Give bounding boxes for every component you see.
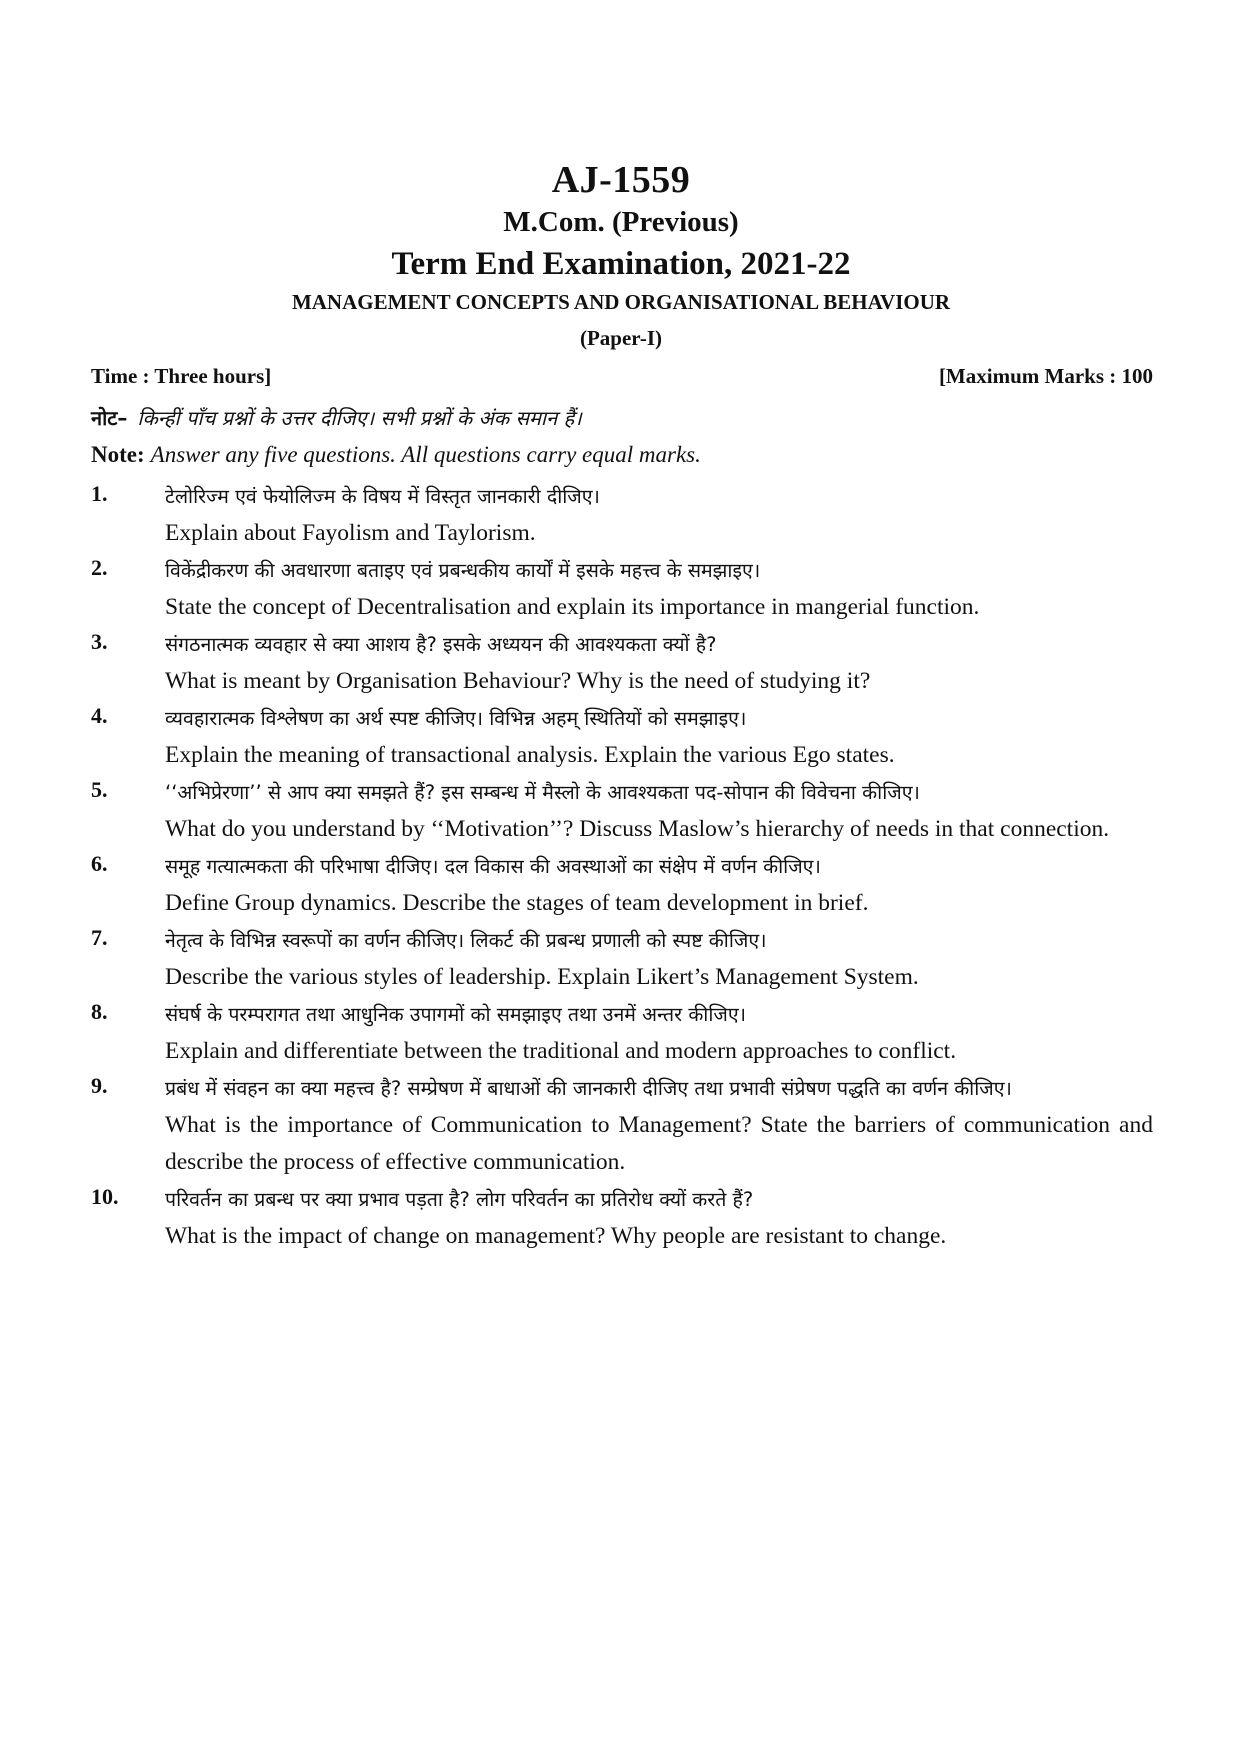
exam-title: Term End Examination, 2021-22	[391, 246, 851, 282]
english-note-label: Note:	[91, 442, 145, 467]
question-list	[91, 478, 1153, 1255]
hindi-note-label: नोट–	[91, 406, 128, 430]
exam-meta-row	[91, 364, 1153, 394]
question-number: 7.	[91, 925, 108, 950]
question-text-hindi: संघर्ष के परम्परागत तथा आधुनिक उपागमों को समझाइए तथा उनमें अन्तर कीजिए।	[165, 1003, 747, 1026]
question-text-hindi: परिवर्तन का प्रबन्ध पर क्या प्रभाव पड़ता है? लोग परिवर्तन का प्रतिरोध क्यों करते हैं?	[165, 1188, 754, 1211]
question-number: 6.	[91, 851, 108, 876]
question-text-english: What is the impact of change on management? Why people are resistant to change.	[165, 1223, 947, 1249]
question-text-english: Define Group dynamics. Describe the stages of team development in brief.	[165, 890, 869, 916]
question-item	[91, 626, 1153, 700]
hindi-note-text: किन्हीं पाँच प्रश्नों के उत्तर दीजिए। सभी प्रश्नों के अंक समान हैं।	[137, 406, 582, 430]
question-number: 5.	[91, 777, 108, 802]
question-item	[91, 774, 1153, 848]
question-number: 3.	[91, 629, 108, 654]
question-text-english: Describe the various styles of leadership. Explain Likert’s Management System.	[165, 964, 919, 990]
question-item	[91, 552, 1153, 626]
time-allowed: Time : Three hours]	[91, 364, 272, 388]
course-title: M.Com. (Previous)	[503, 206, 739, 238]
subject-title: MANAGEMENT CONCEPTS AND ORGANISATIONAL BEHAVIOUR	[291, 290, 951, 314]
question-text-hindi: समूह गत्यात्मकता की परिभाषा दीजिए। दल विकास की अवस्थाओं का संक्षेप में वर्णन कीजिए।	[165, 855, 821, 878]
question-text-english: State the concept of Decentralisation and explain its importance in mangerial function.	[165, 594, 980, 620]
question-text-hindi: संगठनात्मक व्यवहार से क्या आशय है? इसके अध्ययन की आवश्यकता क्यों है?	[165, 633, 717, 656]
question-text-hindi: टेलोरिज्म एवं फेयोलिज्म के विषय में विस्तृत जानकारी दीजिए।	[165, 485, 600, 508]
english-note	[91, 442, 701, 468]
question-item	[91, 1070, 1153, 1181]
question-text-english: What is meant by Organisation Behaviour? Why is the need of studying it?	[165, 668, 871, 694]
question-number: 2.	[91, 555, 108, 580]
question-number: 8.	[91, 999, 108, 1024]
question-number: 9.	[91, 1073, 108, 1098]
question-text-hindi: ‘‘अभिप्रेरणा’’ से आप क्या समझते हैं? इस सम्बन्ध में मैस्लो के आवश्यकता पद-सोपान की विवेचना कीजिए।	[165, 781, 920, 804]
question-item	[91, 478, 1153, 552]
paper-number: (Paper-I)	[579, 326, 663, 350]
question-number: 10.	[91, 1184, 119, 1209]
hindi-note	[91, 404, 582, 431]
paper-code: AJ-1559	[551, 159, 691, 201]
maximum-marks: [Maximum Marks : 100	[938, 364, 1153, 388]
question-text-english: Explain about Fayolism and Taylorism.	[165, 520, 536, 546]
question-text-hindi: व्यवहारात्मक विश्लेषण का अर्थ स्पष्ट कीजिए। विभिन्न अहम् स्थितियों को समझाइए।	[165, 707, 747, 730]
question-item	[91, 848, 1153, 922]
question-text-hindi: नेतृत्व के विभिन्न स्वरूपों का वर्णन कीजिए। लिकर्ट की प्रबन्ध प्रणाली को स्पष्ट कीजिए।	[165, 929, 767, 952]
question-text-english: What is the importance of Communication to Management? State the barriers of communication and describe the process of effective communication.	[165, 1112, 1153, 1175]
question-text-english: Explain the meaning of transactional analysis. Explain the various Ego states.	[165, 742, 895, 768]
question-text-hindi: प्रबंध में संवहन का क्या महत्त्व है? सम्प्रेषण में बाधाओं की जानकारी दीजिए तथा प्रभावी संप्रेषण पद्धति का वर्णन कीजिए।	[165, 1077, 1012, 1100]
question-text-hindi: विकेंद्रीकरण की अवधारणा बताइए एवं प्रबन्धकीय कार्यों में इसके महत्त्व के समझाइए।	[165, 559, 761, 582]
question-item	[91, 1181, 1153, 1255]
question-text-english: Explain and differentiate between the traditional and modern approaches to conflict.	[165, 1038, 957, 1064]
question-number: 1.	[91, 481, 108, 506]
question-item	[91, 700, 1153, 774]
english-note-text: Answer any five questions. All questions carry equal marks.	[150, 442, 701, 467]
question-item	[91, 996, 1153, 1070]
question-number: 4.	[91, 703, 108, 728]
question-text-english: What do you understand by ‘‘Motivation’’? Discuss Maslow’s hierarchy of needs in that connection.	[165, 816, 1110, 842]
question-item	[91, 922, 1153, 996]
